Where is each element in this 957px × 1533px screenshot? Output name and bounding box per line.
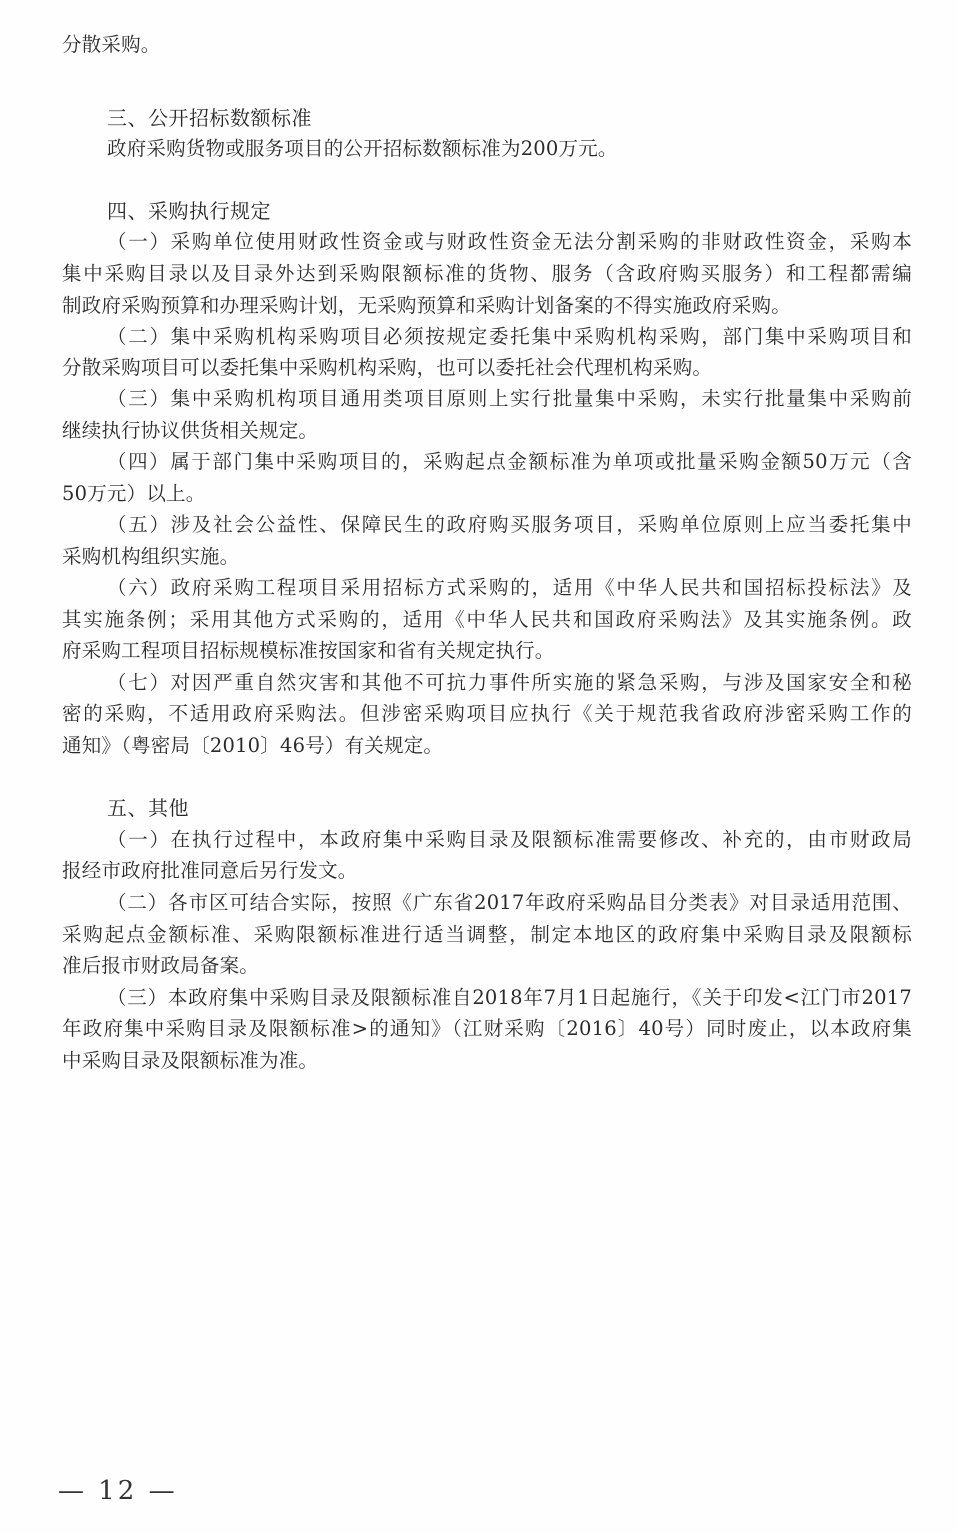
section-4-item-7-line-1: （七）对因严重自然灾害和其他不可抗力事件所实施的紧急采购，与涉及国家安全和秘 <box>107 671 912 694</box>
section-4-item-5-line-2: 采购机构组织实施。 <box>62 545 240 568</box>
section-5-item-3-line-1: （三）本政府集中采购目录及限额标准自2018年7月1日起施行，《关于印发<江门市2017 <box>107 986 912 1009</box>
section-4-item-1-line-1: （一）采购单位使用财政性资金或与财政性资金无法分割采购的非财政性资金，采购本 <box>107 230 912 253</box>
section-3-body: 政府采购货物或服务项目的公开招标数额标准为200万元。 <box>107 137 618 160</box>
page-number: — 12 — <box>58 1476 178 1506</box>
section-3-heading: 三、公开招标数额标准 <box>107 106 312 130</box>
section-4-item-5-line-1: （五）涉及社会公益性、保障民生的政府购买服务项目，采购单位原则上应当委托集中 <box>107 513 912 536</box>
section-4-heading: 四、采购执行规定 <box>107 199 271 223</box>
section-4-item-1-line-2: 集中采购目录以及目录外达到采购限额标准的货物、服务（含政府购买服务）和工程都需编 <box>62 262 912 285</box>
section-5-item-2-line-3: 准后报市财政局备案。 <box>62 954 260 977</box>
section-5-item-3-line-3: 中采购目录及限额标准为准。 <box>62 1049 319 1072</box>
section-5-item-1-line-2: 报经市政府批准同意后另行发文。 <box>62 859 358 882</box>
section-5-item-2-line-1: （二）各市区可结合实际，按照《广东省2017年政府采购品目分类表》对目录适用范围、 <box>107 891 912 914</box>
section-4-item-7-line-2: 密的采购，不适用政府采购法。但涉密采购项目应执行《关于规范我省政府涉密采购工作的 <box>62 702 912 725</box>
section-4-item-3-line-1: （三）集中采购机构项目通用类项目原则上实行批量集中采购，未实行批量集中采购前 <box>107 387 912 410</box>
section-4-item-2-line-2: 分散采购项目可以委托集中采购机构采购，也可以委托社会代理机构采购。 <box>62 356 713 379</box>
section-4-item-6-line-2: 其实施条例；采用其他方式采购的，适用《中华人民共和国政府采购法》及其实施条例。政 <box>62 608 912 631</box>
section-4-item-7-line-3: 通知》（粤密局〔2010〕46号）有关规定。 <box>62 734 444 757</box>
section-5-item-3-line-2: 年政府集中采购目录及限额标准>的通知》（江财采购〔2016〕40号）同时废止，以本政府集 <box>62 1017 912 1040</box>
section-5-heading: 五、其他 <box>107 796 189 820</box>
section-4-item-6-line-1: （六）政府采购工程项目采用招标方式采购的，适用《中华人民共和国招标投标法》及 <box>107 576 912 599</box>
section-5-item-2-line-2: 采购起点金额标准、采购限额标准进行适当调整，制定本地区的政府集中采购目录及限额标 <box>62 923 912 946</box>
section-4-item-1-line-3: 制政府采购预算和办理采购计划，无采购预算和采购计划备案的不得实施政府采购。 <box>62 294 791 317</box>
section-5-item-1-line-1: （一）在执行过程中，本政府集中采购目录及限额标准需要修改、补充的，由市财政局 <box>107 828 912 851</box>
section-4-item-2-line-1: （二）集中采购机构采购项目必须按规定委托集中采购机构采购，部门集中采购项目和 <box>107 325 912 348</box>
section-4-item-4-line-2: 50万元）以上。 <box>62 482 206 505</box>
section-4-item-3-line-2: 继续执行协议供货相关规定。 <box>62 419 319 442</box>
section-4-item-6-line-3: 府采购工程项目招标规模标准按国家和省有关规定执行。 <box>62 639 555 662</box>
continuation-text: 分散采购。 <box>62 33 161 56</box>
section-4-item-4-line-1: （四）属于部门集中采购项目的，采购起点金额标准为单项或批量采购金额50万元（含 <box>107 450 912 473</box>
